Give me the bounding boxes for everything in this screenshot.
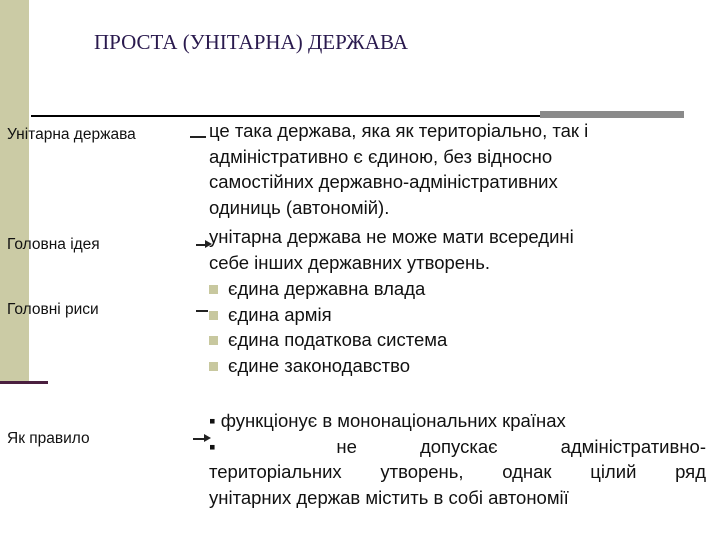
feature-item xyxy=(209,327,447,353)
feature-item xyxy=(209,276,447,302)
square-bullet-icon xyxy=(209,311,218,320)
feature-text: єдина податкова система xyxy=(228,329,448,350)
as-rule-text xyxy=(209,408,706,510)
label-main-features: Головні риси xyxy=(7,301,99,318)
label-as-rule: Як правило xyxy=(7,430,90,447)
label-unitary-state: Унітарна держава xyxy=(7,126,136,143)
feature-item xyxy=(209,353,447,379)
main-idea-text xyxy=(209,224,574,275)
top-accent-block xyxy=(540,111,684,118)
rule-line: унітарних держав містить в собі автономії xyxy=(209,486,569,508)
definition-line: самостійних державно-адміністративних xyxy=(209,171,558,192)
square-bullet-icon xyxy=(209,336,218,345)
definition-line: це така держава, яка як територіально, так і xyxy=(209,120,589,141)
definition-line: адміністративно є єдиною, без відносно xyxy=(209,145,553,167)
square-bullet-icon xyxy=(209,285,218,294)
definition-text xyxy=(209,118,588,220)
idea-line: себе інших державних утворень. xyxy=(209,251,491,273)
rule-line: територіальних утворень, однак цілий ряд xyxy=(209,461,706,482)
definition-line: одиниць (автономій). xyxy=(209,196,390,218)
rule-word: допускає xyxy=(419,435,498,457)
square-bullet-icon xyxy=(209,362,218,371)
rule-word: адміністративно- xyxy=(560,435,706,457)
features-list xyxy=(209,276,447,378)
page-title: ПРОСТА (УНІТАРНА) ДЕРЖАВА xyxy=(94,30,408,54)
left-decor-bar xyxy=(0,0,29,382)
label-main-idea: Головна ідея xyxy=(7,236,100,253)
arrow-main-features xyxy=(196,310,208,312)
feature-item xyxy=(209,302,447,328)
feature-text: єдина державна влада xyxy=(228,278,426,299)
arrow-unitary xyxy=(190,136,206,138)
feature-text: єдине законодавство xyxy=(228,354,411,376)
feature-text: єдина армія xyxy=(228,303,332,325)
rule-line: ▪ функціонує в мононаціональних країнах xyxy=(209,410,566,431)
rule-word: ▪ xyxy=(209,435,274,457)
rule-word: не xyxy=(336,435,357,457)
rule-line-justified xyxy=(209,434,706,460)
left-accent-line xyxy=(0,381,48,384)
idea-line: унітарна держава не може мати всередині xyxy=(209,226,574,247)
